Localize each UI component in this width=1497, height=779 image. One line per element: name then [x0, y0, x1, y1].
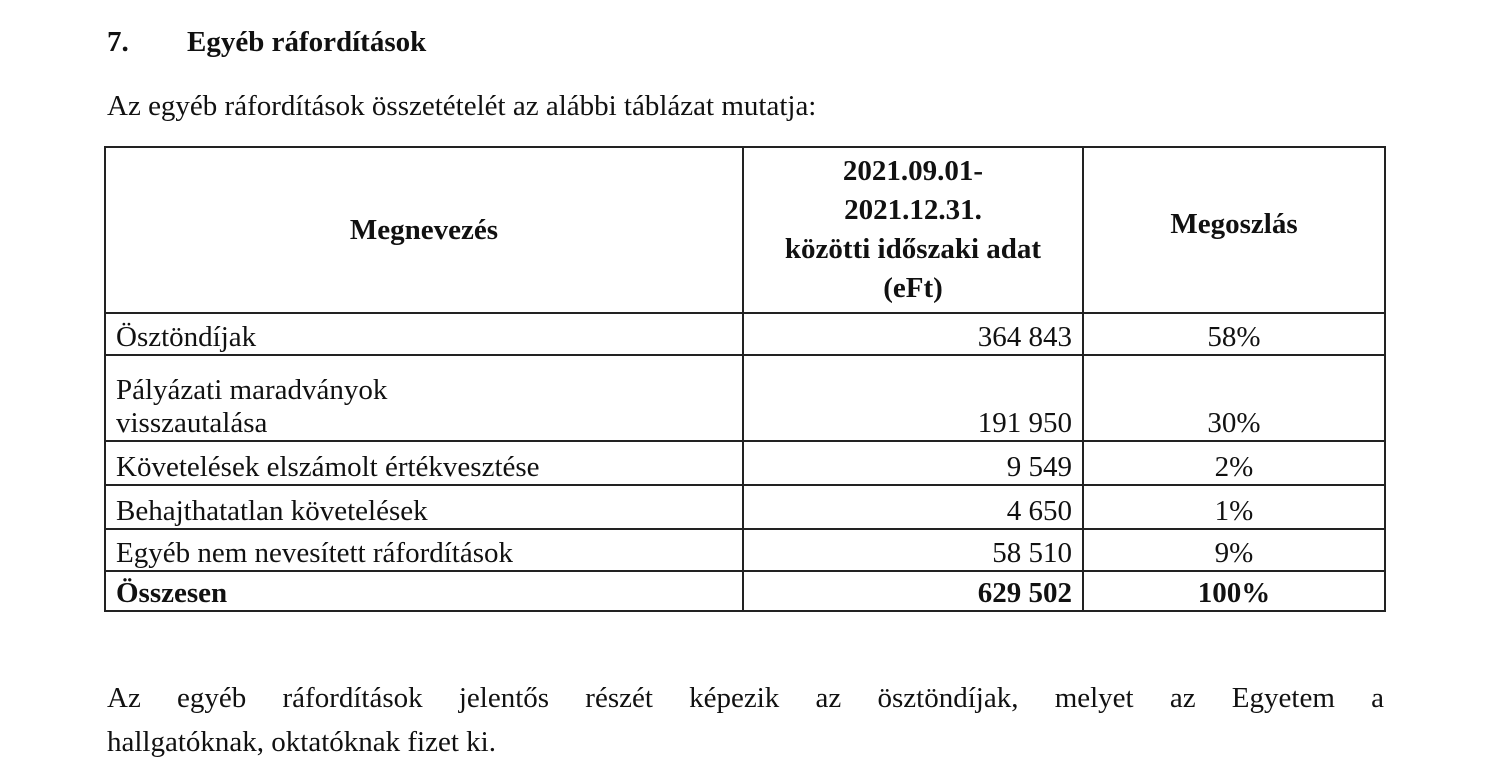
table-header-row — [105, 147, 1385, 313]
header-period-line2: 2021.12.31. — [844, 194, 982, 226]
closing-line1: Az egyéb ráfordítások jelentős részét képezik az ösztöndíjak, melyet az Egyetem a — [107, 682, 1384, 714]
total-share: 100% — [1083, 571, 1385, 611]
row-value: 364 843 — [743, 313, 1083, 355]
row-share: 58% — [1083, 313, 1385, 355]
row-name: Behajthatatlan követelések — [105, 485, 743, 529]
table-total-row — [105, 571, 1385, 611]
row-name-line1: Pályázati maradványok — [116, 374, 388, 406]
table-row — [105, 441, 1385, 485]
header-name: Megnevezés — [105, 147, 743, 313]
row-name — [105, 355, 743, 441]
section-title: Egyéb ráfordítások — [187, 26, 427, 58]
row-share: 30% — [1083, 355, 1385, 441]
expenses-table — [104, 146, 1386, 612]
header-period-line1: 2021.09.01- — [842, 155, 984, 187]
table-row — [105, 529, 1385, 571]
table-row — [105, 355, 1385, 441]
row-share: 2% — [1083, 441, 1385, 485]
total-name: Összesen — [105, 571, 743, 611]
row-value: 191 950 — [743, 355, 1083, 441]
row-name: Követelések elszámolt értékvesztése — [105, 441, 743, 485]
row-value: 4 650 — [743, 485, 1083, 529]
header-share: Megoszlás — [1083, 147, 1385, 313]
section-heading — [107, 22, 426, 62]
row-value: 9 549 — [743, 441, 1083, 485]
row-share: 1% — [1083, 485, 1385, 529]
closing-paragraph — [107, 676, 1384, 764]
header-period — [743, 147, 1083, 313]
table-row — [105, 313, 1385, 355]
section-number: 7. — [107, 26, 129, 58]
row-share: 9% — [1083, 529, 1385, 571]
total-value: 629 502 — [743, 571, 1083, 611]
table-row — [105, 485, 1385, 529]
header-period-line3: közötti időszaki adat — [784, 233, 1042, 265]
row-name-line2: visszautalása — [116, 407, 268, 439]
header-period-line4: (eFt) — [883, 272, 943, 304]
closing-line2: hallgatóknak, oktatóknak fizet ki. — [107, 726, 496, 758]
row-name: Ösztöndíjak — [105, 313, 743, 355]
row-name: Egyéb nem nevesített ráfordítások — [105, 529, 743, 571]
row-value: 58 510 — [743, 529, 1083, 571]
intro-paragraph: Az egyéb ráfordítások összetételét az alábbi táblázat mutatja: — [107, 90, 817, 122]
